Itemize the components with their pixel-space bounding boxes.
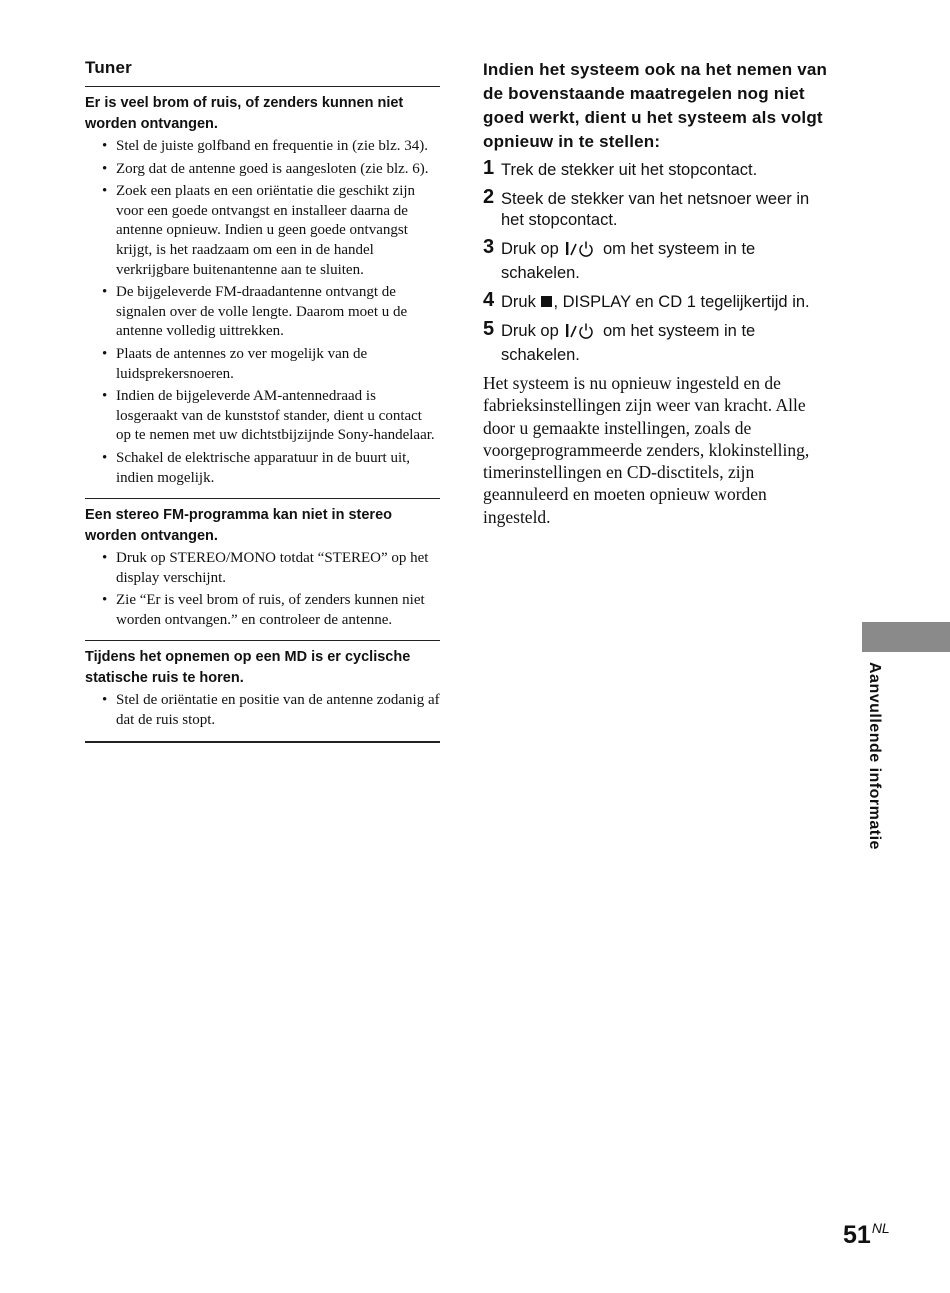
divider (85, 741, 440, 743)
step-text-pre: Druk op (501, 240, 559, 258)
problem-heading: Een stereo FM-programma kan niet in stereo worden ontvangen. (85, 507, 392, 545)
list-item: • Indien de bijgeleverde AM-antennedraad is losgeraakt van de kunststof stander, dient u contact op te nemen met uw dichtstbijzijnde Sony-handelaar. (102, 388, 435, 444)
list-item: • Stel de juiste golfband en frequentie in (zie blz. 34). (102, 138, 428, 154)
step-number: 5 (483, 318, 495, 340)
step-number: 2 (483, 186, 495, 208)
stop-icon (541, 296, 552, 307)
problem-block-2 (85, 499, 440, 640)
list-item: • Plaats de antennes zo ver mogelijk van de luidsprekersnoeren. (102, 345, 368, 382)
left-column (85, 58, 440, 743)
reset-steps (483, 157, 835, 366)
page-number-value: 51 (843, 1221, 871, 1249)
reset-heading: Indien het systeem ook na het nemen van de bovenstaande maatregelen nog niet goed werkt, dient u het systeem als volgt opnieuw in te stellen: (483, 60, 828, 151)
step-number: 4 (483, 289, 495, 311)
page-language: NL (871, 1220, 890, 1236)
power-icon (565, 322, 596, 345)
step-number: 3 (483, 236, 495, 258)
step-item (483, 318, 835, 366)
step-text: Steek de stekker van het netsnoer weer in het stopcontact. (501, 190, 810, 229)
problem-block-3 (85, 641, 440, 740)
list-item: • De bijgeleverde FM-draadantenne ontvangt de signalen over de volle lengte. Daarom moet u de antenne volledig uittrekken. (102, 284, 408, 340)
step-item (483, 289, 835, 313)
list-item: • Zie “Er is veel brom of ruis, of zenders kunnen niet worden ontvangen.” en controleer de antenne. (102, 592, 425, 628)
list-item: • Schakel de elektrische apparatuur in de buurt uit, indien mogelijk. (102, 449, 411, 486)
problem-heading: Er is veel brom of ruis, of zenders kunnen niet worden ontvangen. (85, 95, 404, 132)
right-column (483, 58, 835, 528)
list-item: • Zorg dat de antenne goed is aangesloten (zie blz. 6). (102, 160, 429, 177)
step-item (483, 157, 835, 181)
problem-block-1 (85, 87, 440, 498)
list-item: • Zoek een plaats en een oriëntatie die geschikt zijn voor een goede ontvangst en installeer daarna de antenne opnieuw. Indien u geen goede ontvangst krijgt, is het raadzaam om een in de handel verkrijgbare buitenantenne aan te sluiten. (102, 183, 416, 278)
step-text-post: , DISPLAY en CD 1 tegelijkertijd in. (553, 293, 810, 311)
list-item: • Stel de oriëntatie en positie van de antenne zodanig af dat de ruis stopt. (102, 692, 440, 729)
reset-result-paragraph: Het systeem is nu opnieuw ingesteld en de fabrieksinstellingen zijn weer van kracht. Alle door u gemaakte instellingen, zoals de voorgeprogrammeerde zenders, klokinstelling, timerinstellingen en CD-disctitels, zijn geannuleerd en moeten opnieuw worden ingesteld. (483, 373, 810, 527)
power-icon (565, 240, 596, 263)
step-text-post: om het systeem in te schakelen. (501, 240, 756, 282)
page-number (843, 1220, 890, 1250)
step-text-post: om het systeem in te schakelen. (501, 322, 756, 364)
problem-heading: Tijdens het opnemen op een MD is er cyclische statische ruis te horen. (85, 649, 411, 687)
bullet-list (85, 137, 440, 488)
step-text-pre: Druk (501, 293, 536, 311)
step-item (483, 186, 835, 231)
section-title-tuner: Tuner (85, 58, 132, 77)
list-item: • Druk op STEREO/MONO totdat “STEREO” op het display verschijnt. (102, 550, 429, 586)
step-item (483, 236, 835, 284)
side-tab-marker (862, 622, 950, 652)
step-number: 1 (483, 157, 495, 179)
step-text: Trek de stekker uit het stopcontact. (501, 161, 758, 179)
bullet-list (85, 549, 440, 630)
step-text-pre: Druk op (501, 322, 559, 340)
side-tab-label: Aanvullende informatie (866, 662, 883, 850)
bullet-list (85, 691, 440, 730)
